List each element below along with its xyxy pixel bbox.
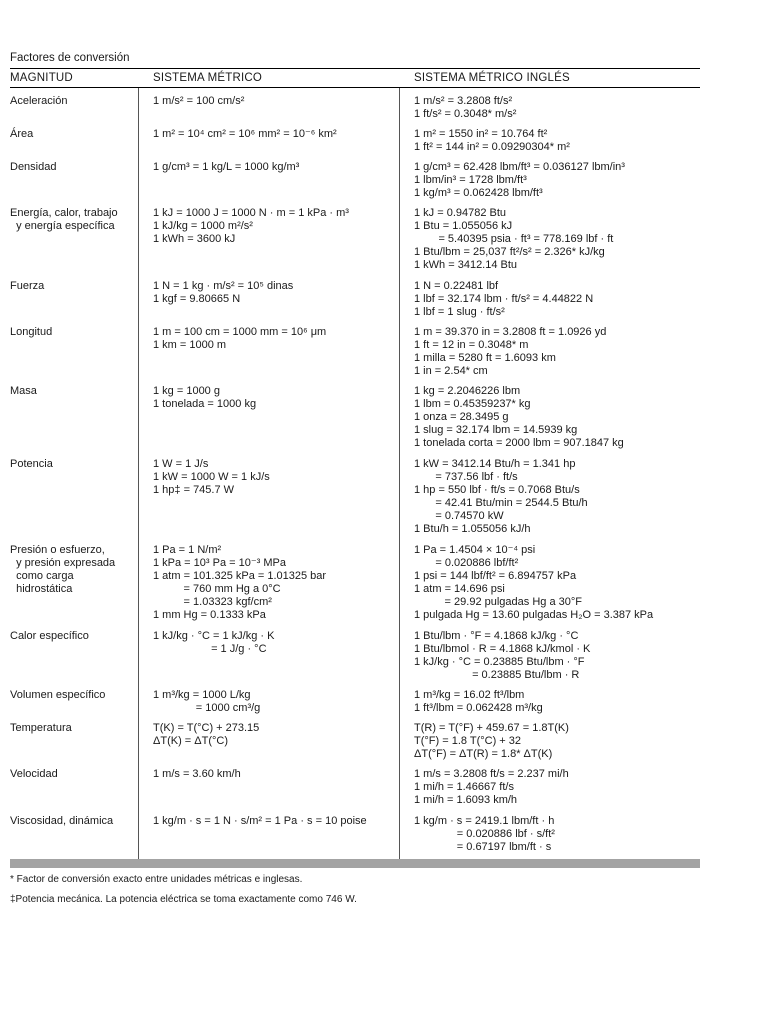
cell-line: hidrostática bbox=[10, 583, 73, 595]
cell-line: Densidad bbox=[10, 161, 57, 173]
cell-line: Temperatura bbox=[10, 722, 72, 734]
footnote-power: ‡Potencia mecánica. La potencia eléctrica se toma exactamente como 746 W. bbox=[10, 894, 357, 905]
top-rule bbox=[10, 68, 700, 69]
magnitud-cell bbox=[10, 689, 140, 702]
cell-line: 1 N = 1 kg · m/s² = 10⁵ dinas bbox=[153, 280, 294, 292]
cell-line: T(R) = T(°F) + 459.67 = 1.8T(K) bbox=[414, 722, 569, 734]
cell-line: 1 tonelada = 1000 kg bbox=[153, 398, 257, 410]
cell-line: 1 g/cm³ = 1 kg/L = 1000 kg/m³ bbox=[153, 161, 300, 173]
magnitud-cell bbox=[10, 326, 140, 339]
cell-line: 1 kJ/kg · °C = 1 kJ/kg · K bbox=[153, 630, 275, 642]
magnitud-cell bbox=[10, 207, 140, 233]
magnitud-cell bbox=[10, 385, 140, 398]
cell-line: = 1.03323 kgf/cm² bbox=[153, 596, 272, 608]
cell-line: 1 mi/h = 1.46667 ft/s bbox=[414, 781, 514, 793]
cell-line: y presión expresada bbox=[10, 557, 116, 569]
cell-line: 1 slug = 32.174 lbm = 14.5939 kg bbox=[414, 424, 578, 436]
ingles-cell bbox=[414, 128, 709, 154]
ingles-cell bbox=[414, 95, 709, 121]
cell-line: 1 lbf = 1 slug · ft/s² bbox=[414, 306, 505, 318]
cell-line: 1 m² = 10⁴ cm² = 10⁶ mm² = 10⁻⁶ km² bbox=[153, 128, 337, 140]
magnitud-cell bbox=[10, 768, 140, 781]
cell-line: 1 hp‡ = 745.7 W bbox=[153, 484, 235, 496]
metrico-cell bbox=[153, 768, 398, 781]
cell-line: 1 ft = 12 in = 0.3048* m bbox=[414, 339, 529, 351]
column-divider-2 bbox=[399, 88, 400, 859]
cell-line: 1 m = 100 cm = 1000 mm = 10⁶ μm bbox=[153, 326, 327, 338]
cell-line: = 0.23885 Btu/lbm · R bbox=[414, 669, 580, 681]
cell-line: 1 atm = 14.696 psi bbox=[414, 583, 505, 595]
ingles-cell bbox=[414, 458, 709, 536]
magnitud-cell bbox=[10, 630, 140, 643]
cell-line: Fuerza bbox=[10, 280, 45, 292]
cell-line: 1 lbm = 0.45359237* kg bbox=[414, 398, 531, 410]
cell-line: y energía específica bbox=[10, 220, 115, 232]
cell-line: 1 m/s = 3.60 km/h bbox=[153, 768, 241, 780]
footnote-exact: * Factor de conversión exacto entre unidades métricas e inglesas. bbox=[10, 874, 303, 885]
header-rule bbox=[10, 87, 700, 88]
cell-line: 1 kg/m³ = 0.062428 lbm/ft³ bbox=[414, 187, 543, 199]
cell-line: 1 kg/m · s = 1 N · s/m² = 1 Pa · s = 10 poise bbox=[153, 815, 367, 827]
cell-line: T(°F) = 1.8 T(°C) + 32 bbox=[414, 735, 522, 747]
cell-line: 1 Btu/lbm · °F = 4.1868 kJ/kg · °C bbox=[414, 630, 579, 642]
metrico-cell bbox=[153, 689, 398, 715]
cell-line: 1 kJ = 0.94782 Btu bbox=[414, 207, 507, 219]
cell-line: Energía, calor, trabajo bbox=[10, 207, 118, 219]
cell-line: 1 milla = 5280 ft = 1.6093 km bbox=[414, 352, 556, 364]
ingles-cell bbox=[414, 630, 709, 682]
cell-line: 1 hp = 550 lbf · ft/s = 0.7068 Btu/s bbox=[414, 484, 580, 496]
cell-line: = 42.41 Btu/min = 2544.5 Btu/h bbox=[414, 497, 588, 509]
cell-line: 1 Btu = 1.055056 kJ bbox=[414, 220, 513, 232]
cell-line: 1 kgf = 9.80665 N bbox=[153, 293, 241, 305]
cell-line: ΔT(°F) = ΔT(R) = 1.8* ΔT(K) bbox=[414, 748, 553, 760]
metrico-cell bbox=[153, 385, 398, 411]
cell-line: = 737.56 lbf · ft/s bbox=[414, 471, 518, 483]
ingles-cell bbox=[414, 815, 709, 854]
cell-line: 1 Btu/lbm = 25,037 ft²/s² = 2.326* kJ/kg bbox=[414, 246, 605, 258]
cell-line: 1 kg/m · s = 2419.1 lbm/ft · h bbox=[414, 815, 555, 827]
cell-line: 1 kJ/kg = 1000 m²/s² bbox=[153, 220, 253, 232]
cell-line: 1 lbm/in³ = 1728 lbm/ft³ bbox=[414, 174, 527, 186]
cell-line: 1 Btu/h = 1.055056 kJ/h bbox=[414, 523, 531, 535]
cell-line: T(K) = T(°C) + 273.15 bbox=[153, 722, 260, 734]
cell-line: 1 Pa = 1.4504 × 10⁻⁴ psi bbox=[414, 544, 536, 556]
cell-line: 1 N = 0.22481 lbf bbox=[414, 280, 499, 292]
cell-line: = 1000 cm³/g bbox=[153, 702, 261, 714]
cell-line: 1 m² = 1550 in² = 10.764 ft² bbox=[414, 128, 548, 140]
header-sistema-metrico: SISTEMA MÉTRICO bbox=[153, 72, 263, 84]
metrico-cell bbox=[153, 544, 398, 622]
cell-line: 1 m = 39.370 in = 3.2808 ft = 1.0926 yd bbox=[414, 326, 607, 338]
cell-line: 1 onza = 28.3495 g bbox=[414, 411, 509, 423]
cell-line: 1 ft² = 144 in² = 0.09290304* m² bbox=[414, 141, 570, 153]
cell-line: 1 kWh = 3412.14 Btu bbox=[414, 259, 518, 271]
cell-line: = 0.74570 kW bbox=[414, 510, 504, 522]
cell-line: 1 pulgada Hg = 13.60 pulgadas H₂O = 3.387 kPa bbox=[414, 609, 654, 621]
header-sistema-ingles: SISTEMA MÉTRICO INGLÉS bbox=[414, 72, 570, 84]
cell-line: Potencia bbox=[10, 458, 53, 470]
cell-line: 1 psi = 144 lbf/ft² = 6.894757 kPa bbox=[414, 570, 577, 582]
cell-line: = 0.67197 lbm/ft · s bbox=[414, 841, 552, 853]
metrico-cell bbox=[153, 815, 398, 828]
cell-line: 1 kg = 2.2046226 lbm bbox=[414, 385, 521, 397]
cell-line: Presión o esfuerzo, bbox=[10, 544, 105, 556]
cell-line: 1 lbf = 32.174 lbm · ft/s² = 4.44822 N bbox=[414, 293, 594, 305]
cell-line: 1 mm Hg = 0.1333 kPa bbox=[153, 609, 266, 621]
cell-line: Longitud bbox=[10, 326, 53, 338]
table-bottom-bar bbox=[10, 859, 700, 868]
magnitud-cell bbox=[10, 280, 140, 293]
cell-line: 1 kJ = 1000 J = 1000 N · m = 1 kPa · m³ bbox=[153, 207, 349, 219]
cell-line: 1 in = 2.54* cm bbox=[414, 365, 488, 377]
cell-line: 1 kW = 1000 W = 1 kJ/s bbox=[153, 471, 270, 483]
cell-line: como carga bbox=[10, 570, 74, 582]
cell-line: 1 kPa = 10³ Pa = 10⁻³ MPa bbox=[153, 557, 286, 569]
cell-line: Calor específico bbox=[10, 630, 89, 642]
cell-line: 1 atm = 101.325 kPa = 1.01325 bar bbox=[153, 570, 327, 582]
magnitud-cell bbox=[10, 95, 140, 108]
metrico-cell bbox=[153, 128, 398, 141]
metrico-cell bbox=[153, 280, 398, 306]
metrico-cell bbox=[153, 458, 398, 497]
cell-line: 1 tonelada corta = 2000 lbm = 907.1847 kg bbox=[414, 437, 624, 449]
magnitud-cell bbox=[10, 544, 140, 596]
cell-line: Aceleración bbox=[10, 95, 68, 107]
ingles-cell bbox=[414, 689, 709, 715]
cell-line: Masa bbox=[10, 385, 37, 397]
cell-line: = 0.020886 lbf · s/ft² bbox=[414, 828, 555, 840]
metrico-cell bbox=[153, 722, 398, 748]
cell-line: = 760 mm Hg a 0°C bbox=[153, 583, 281, 595]
cell-line: 1 ft/s² = 0.3048* m/s² bbox=[414, 108, 517, 120]
magnitud-cell bbox=[10, 161, 140, 174]
cell-line: Volumen específico bbox=[10, 689, 106, 701]
cell-line: = 1 J/g · °C bbox=[153, 643, 267, 655]
cell-line: 1 m/s² = 100 cm/s² bbox=[153, 95, 245, 107]
cell-line: 1 m/s = 3.2808 ft/s = 2.237 mi/h bbox=[414, 768, 569, 780]
magnitud-cell bbox=[10, 722, 140, 735]
cell-line: 1 W = 1 J/s bbox=[153, 458, 209, 470]
cell-line: 1 ft³/lbm = 0.062428 m³/kg bbox=[414, 702, 543, 714]
ingles-cell bbox=[414, 326, 709, 378]
metrico-cell bbox=[153, 630, 398, 656]
cell-line: 1 m/s² = 3.2808 ft/s² bbox=[414, 95, 513, 107]
magnitud-cell bbox=[10, 128, 140, 141]
cell-line: 1 Pa = 1 N/m² bbox=[153, 544, 222, 556]
cell-line: Velocidad bbox=[10, 768, 58, 780]
cell-line: 1 m³/kg = 16.02 ft³/lbm bbox=[414, 689, 525, 701]
column-divider-1 bbox=[138, 88, 139, 859]
cell-line: 1 m³/kg = 1000 L/kg bbox=[153, 689, 251, 701]
cell-line: 1 g/cm³ = 62.428 lbm/ft³ = 0.036127 lbm/in³ bbox=[414, 161, 625, 173]
cell-line: 1 kW = 3412.14 Btu/h = 1.341 hp bbox=[414, 458, 576, 470]
ingles-cell bbox=[414, 161, 709, 200]
ingles-cell bbox=[414, 385, 709, 450]
cell-line: 1 kJ/kg · °C = 0.23885 Btu/lbm · °F bbox=[414, 656, 585, 668]
metrico-cell bbox=[153, 161, 398, 174]
metrico-cell bbox=[153, 207, 398, 246]
cell-line: = 0.020886 lbf/ft² bbox=[414, 557, 519, 569]
cell-line: = 29.92 pulgadas Hg a 30°F bbox=[414, 596, 582, 608]
cell-line: Viscosidad, dinámica bbox=[10, 815, 114, 827]
magnitud-cell bbox=[10, 815, 140, 828]
metrico-cell bbox=[153, 326, 398, 352]
page-title: Factores de conversión bbox=[10, 52, 130, 64]
cell-line: 1 Btu/lbmol · R = 4.1868 kJ/kmol · K bbox=[414, 643, 591, 655]
ingles-cell bbox=[414, 207, 709, 272]
ingles-cell bbox=[414, 280, 709, 319]
cell-line: ΔT(K) = ΔT(°C) bbox=[153, 735, 229, 747]
metrico-cell bbox=[153, 95, 398, 108]
cell-line: 1 kg = 1000 g bbox=[153, 385, 220, 397]
cell-line: 1 kWh = 3600 kJ bbox=[153, 233, 236, 245]
ingles-cell bbox=[414, 768, 709, 807]
cell-line: Área bbox=[10, 128, 34, 140]
cell-line: 1 mi/h = 1.6093 km/h bbox=[414, 794, 518, 806]
magnitud-cell bbox=[10, 458, 140, 471]
cell-line: = 5.40395 psia · ft³ = 778.169 lbf · ft bbox=[414, 233, 614, 245]
header-magnitud: MAGNITUD bbox=[10, 72, 73, 84]
ingles-cell bbox=[414, 722, 709, 761]
cell-line: 1 km = 1000 m bbox=[153, 339, 227, 351]
ingles-cell bbox=[414, 544, 709, 622]
